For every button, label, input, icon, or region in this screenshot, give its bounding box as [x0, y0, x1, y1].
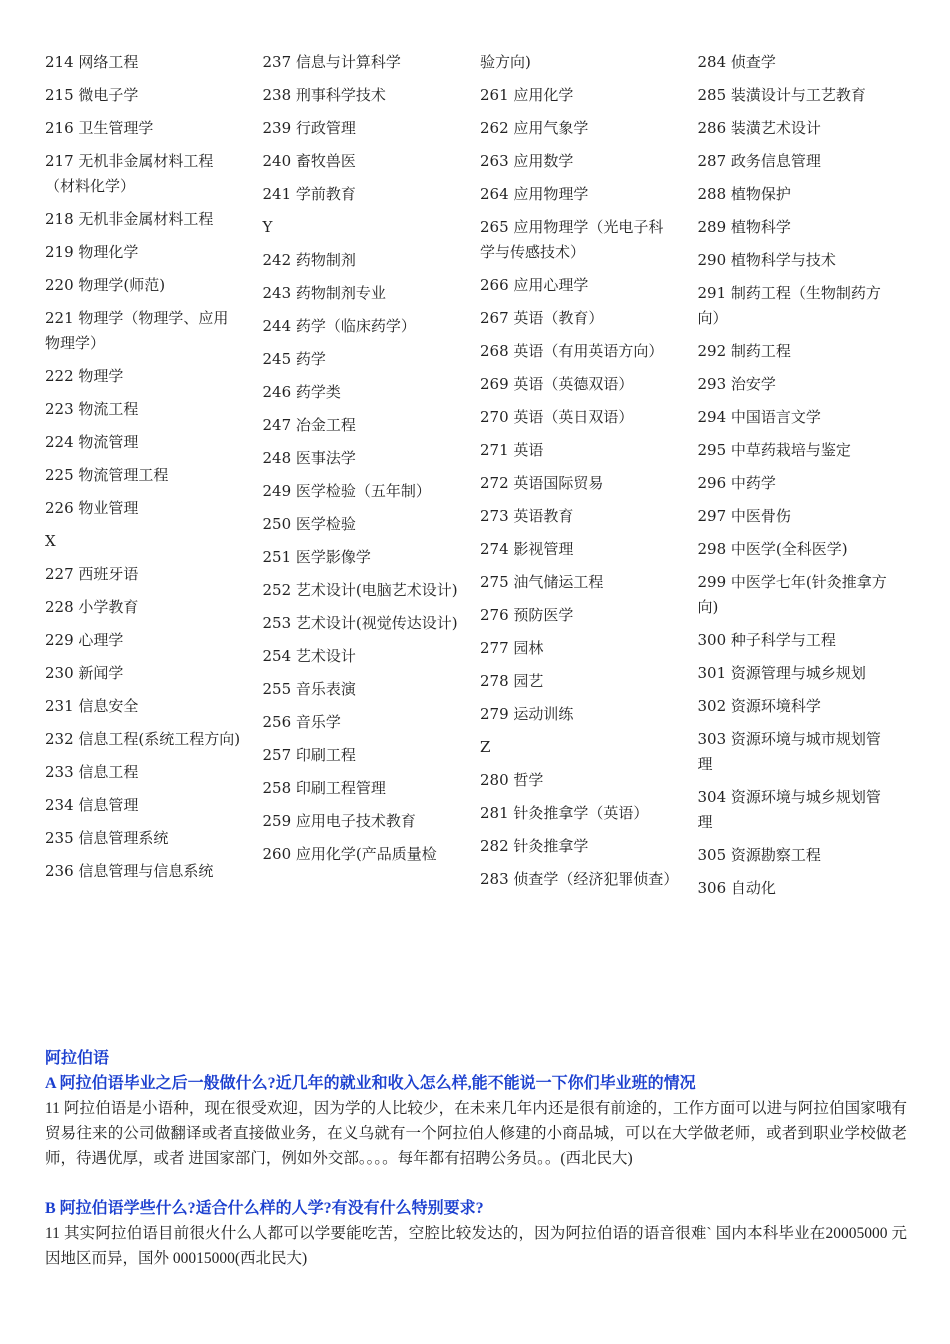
list-item: 245 药学 — [262, 350, 326, 368]
column-4 — [698, 50, 916, 909]
list-item: 221 物理学（物理学、应用物理学） — [45, 309, 229, 352]
list-item: 296 中药学 — [697, 474, 776, 492]
list-item: 264 应用物理学 — [480, 185, 589, 203]
list-item: 294 中国语言文学 — [697, 408, 821, 426]
list-item: 227 西班牙语 — [45, 565, 139, 583]
list-item: 243 药物制剂专业 — [262, 284, 386, 302]
list-item: 284 侦查学 — [697, 53, 776, 71]
list-item: 306 自动化 — [697, 879, 776, 897]
list-item: 288 植物保护 — [697, 185, 791, 203]
list-item: 281 针灸推拿学（英语） — [480, 804, 649, 822]
list-item: 251 医学影像学 — [262, 548, 371, 566]
column-1 — [45, 50, 263, 909]
spacer — [45, 1171, 907, 1196]
list-item: Y — [262, 218, 273, 236]
list-item: 225 物流管理工程 — [45, 466, 169, 484]
list-item: 238 刑事科学技术 — [262, 86, 386, 104]
list-item: 270 英语（英日双语） — [480, 408, 634, 426]
list-item: 291 制药工程（生物制药方向） — [697, 284, 881, 327]
list-item: 277 园林 — [480, 639, 544, 657]
list-item: 301 资源管理与城乡规划 — [697, 664, 866, 682]
list-item: 256 音乐学 — [262, 713, 341, 731]
list-item: 289 植物科学 — [697, 218, 791, 236]
list-item: 290 植物科学与技术 — [697, 251, 836, 269]
list-item: 260 应用化学(产品质量检 — [262, 845, 437, 863]
list-item: 241 学前教育 — [262, 185, 356, 203]
list-item: 220 物理学(师范) — [45, 276, 166, 294]
column-2 — [263, 50, 481, 909]
list-item: 250 医学检验 — [262, 515, 356, 533]
list-item: 228 小学教育 — [45, 598, 139, 616]
question-b: B 阿拉伯语学些什么?适合什么样的人学?有没有什么特别要求? — [45, 1200, 484, 1217]
list-item: 224 物流管理 — [45, 433, 139, 451]
list-item: 219 物理化学 — [45, 243, 139, 261]
list-item: 282 针灸推拿学 — [480, 837, 589, 855]
list-item: 262 应用气象学 — [480, 119, 589, 137]
column-3 — [480, 50, 698, 909]
list-item: 239 行政管理 — [262, 119, 356, 137]
list-item: 266 应用心理学 — [480, 276, 589, 294]
list-item: 226 物业管理 — [45, 499, 139, 517]
list-item: 269 英语（英德双语） — [480, 375, 634, 393]
list-item: 222 物理学 — [45, 367, 124, 385]
list-item: 234 信息管理 — [45, 796, 139, 814]
question-a: A 阿拉伯语毕业之后一般做什么?近几年的就业和收入怎么样,能不能说一下你们毕业班的情况 — [45, 1075, 696, 1092]
list-item: 244 药学（临床药学） — [262, 317, 416, 335]
major-list — [45, 50, 915, 909]
list-item: 229 心理学 — [45, 631, 124, 649]
list-item: 283 侦查学（经济犯罪侦查） — [480, 870, 679, 888]
list-item: 292 制药工程 — [697, 342, 791, 360]
list-item: 280 哲学 — [480, 771, 544, 789]
answer-a: 11 阿拉伯语是小语种，现在很受欢迎，因为学的人比较少，在未来几年内还是很有前途的，工作方面可以进与阿拉伯国家哦有贸易往来的公司做翻译或者直接做业务，在义乌就有一个阿拉伯人修建的小商品城，可以在大学做老师，或者到职业学校做老师，待遇优厚，或者 进国家部门，例如外交部。。。。每年都有招聘公务员。。(西北民大) — [45, 1100, 907, 1167]
list-item: 293 治安学 — [697, 375, 776, 393]
list-item: 216 卫生管理学 — [45, 119, 154, 137]
list-item: 231 信息安全 — [45, 697, 139, 715]
list-item: 299 中医学七年(针灸推拿方向) — [697, 573, 887, 616]
list-item: 298 中医学(全科医学) — [697, 540, 848, 558]
list-item: 217 无机非金属材料工程（材料化学） — [45, 152, 214, 195]
list-item: 295 中草药栽培与鉴定 — [697, 441, 851, 459]
list-item: 257 印刷工程 — [262, 746, 356, 764]
list-item: 265 应用物理学（光电子科学与传感技术） — [480, 218, 664, 261]
list-item: 237 信息与计算科学 — [262, 53, 401, 71]
list-item: 302 资源环境科学 — [697, 697, 821, 715]
list-item: 215 微电子学 — [45, 86, 139, 104]
list-item: 279 运动训练 — [480, 705, 574, 723]
list-item: 303 资源环境与城市规划管理 — [697, 730, 881, 773]
list-item: Z — [480, 738, 491, 756]
list-item: 287 政务信息管理 — [697, 152, 821, 170]
list-item: 285 装潢设计与工艺教育 — [697, 86, 866, 104]
list-item: 233 信息工程 — [45, 763, 139, 781]
list-item: 258 印刷工程管理 — [262, 779, 386, 797]
list-item: 249 医学检验（五年制） — [262, 482, 431, 500]
list-item: 255 音乐表演 — [262, 680, 356, 698]
article — [45, 1046, 907, 1271]
list-item: 304 资源环境与城乡规划管理 — [697, 788, 881, 831]
answer-b: 11 其实阿拉伯语目前很火什么人都可以学要能吃苦，空腔比较发达的，因为阿拉伯语的语音很难` 国内本科毕业在20005000 元因地区而异，国外 00015000(西北民大) — [45, 1225, 907, 1267]
list-item: 271 英语 — [480, 441, 544, 459]
list-item: 235 信息管理系统 — [45, 829, 169, 847]
list-item: 240 畜牧兽医 — [262, 152, 356, 170]
list-item: 246 药学类 — [262, 383, 341, 401]
list-item: 223 物流工程 — [45, 400, 139, 418]
list-item: 236 信息管理与信息系统 — [45, 862, 214, 880]
list-item: 253 艺术设计(视觉传达设计) — [262, 614, 458, 632]
list-item: 274 影视管理 — [480, 540, 574, 558]
list-item: X — [45, 532, 56, 550]
list-item: 272 英语国际贸易 — [480, 474, 604, 492]
list-item: 248 医事法学 — [262, 449, 356, 467]
list-item: 275 油气储运工程 — [480, 573, 604, 591]
list-item: 286 装潢艺术设计 — [697, 119, 821, 137]
list-item: 247 冶金工程 — [262, 416, 356, 434]
list-item: 230 新闻学 — [45, 664, 124, 682]
list-item: 273 英语教育 — [480, 507, 574, 525]
list-item: 297 中医骨伤 — [697, 507, 791, 525]
list-item: 305 资源勘察工程 — [697, 846, 821, 864]
list-item: 278 园艺 — [480, 672, 544, 690]
list-item: 300 种子科学与工程 — [697, 631, 836, 649]
list-item: 267 英语（教育） — [480, 309, 604, 327]
list-item: 214 网络工程 — [45, 53, 139, 71]
list-item: 276 预防医学 — [480, 606, 574, 624]
list-item: 263 应用数学 — [480, 152, 574, 170]
list-item: 232 信息工程(系统工程方向) — [45, 730, 241, 748]
list-item: 268 英语（有用英语方向） — [480, 342, 664, 360]
list-item: 252 艺术设计(电脑艺术设计) — [262, 581, 458, 599]
list-item: 242 药物制剂 — [262, 251, 356, 269]
section-title: 阿拉伯语 — [45, 1050, 110, 1067]
list-item: 254 艺术设计 — [262, 647, 356, 665]
list-item: 验方向) — [480, 53, 531, 71]
list-item: 261 应用化学 — [480, 86, 574, 104]
list-item: 259 应用电子技术教育 — [262, 812, 416, 830]
list-item: 218 无机非金属材料工程 — [45, 210, 214, 228]
